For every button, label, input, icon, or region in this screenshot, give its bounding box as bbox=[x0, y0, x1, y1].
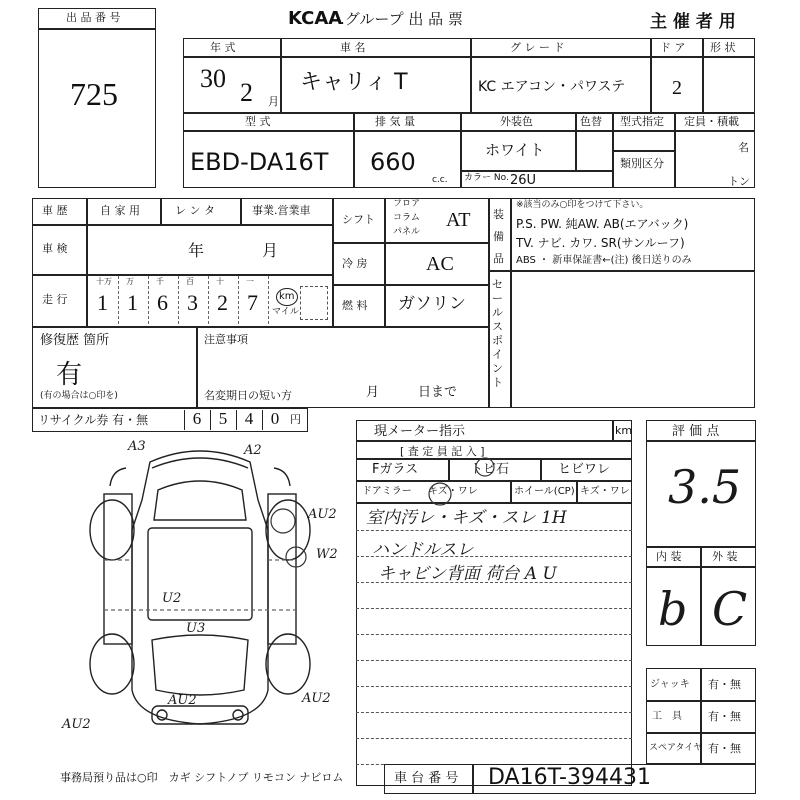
year-value: 30 bbox=[200, 64, 226, 93]
mileage-digit: 3 bbox=[187, 290, 198, 315]
score-label: 評 価 点 bbox=[672, 424, 720, 439]
ac-label: 冷 房 bbox=[342, 257, 368, 270]
km-label: km bbox=[276, 288, 298, 306]
doors-label: ド ア bbox=[660, 41, 686, 54]
model-label: 型 式 bbox=[245, 115, 271, 128]
mileage-digit: 2 bbox=[217, 290, 228, 315]
damage-mark: AU2 bbox=[168, 693, 197, 708]
load-unit: トン bbox=[728, 175, 750, 188]
equipment-row3: ABS ・ 新車保証書←(注) 後日送りのみ bbox=[516, 255, 692, 266]
cell-f-glass: Fガラス bbox=[372, 462, 419, 477]
color-no-label: カラー No. bbox=[464, 173, 509, 183]
capacity-unit: 名 bbox=[738, 141, 749, 154]
meter-label: 現メーター指示 bbox=[374, 424, 466, 439]
sales-point-label: セールスポイント bbox=[492, 278, 503, 389]
damage-mark: A2 bbox=[244, 443, 262, 458]
shift-label: シフト bbox=[342, 213, 375, 226]
mileage-digit-label: 万 bbox=[126, 277, 134, 286]
equipment-row1: P.S. PW. 純AW. AB(エアバック) bbox=[516, 217, 689, 231]
category-label: 類別区分 bbox=[620, 157, 664, 170]
cell-stone-chip: トビ石 bbox=[470, 462, 510, 477]
meter-km: km bbox=[615, 424, 633, 437]
inspection-year: 年 bbox=[188, 241, 205, 260]
cc-unit: c.c. bbox=[432, 175, 448, 185]
recycle-digit: 4 bbox=[236, 410, 261, 430]
color-label: 外装色 bbox=[500, 115, 533, 128]
repair-value: 有 bbox=[56, 360, 83, 390]
mileage-digit-label: 千 bbox=[156, 277, 164, 286]
mileage-digit-label: 一 bbox=[246, 277, 254, 286]
exterior-score: C bbox=[712, 582, 748, 636]
model-value: EBD-DA16T bbox=[190, 148, 329, 176]
grade-value: KC エアコン・パワステ bbox=[478, 79, 626, 95]
recycle-label: リサイクル券 有・無 bbox=[38, 413, 149, 427]
tool-kit-label: 工 具 bbox=[652, 711, 682, 722]
damage-mark: W2 bbox=[316, 547, 338, 562]
year-label: 年 式 bbox=[210, 41, 236, 54]
doors-value: 2 bbox=[672, 77, 682, 99]
remark-1: 室内汚レ・キズ・スレ 1H bbox=[366, 508, 567, 528]
cell-mirror-damage: キズ・ワレ bbox=[428, 486, 478, 497]
vehicle-name: キャリィ T bbox=[300, 70, 408, 95]
recycle-unit: 円 bbox=[290, 413, 301, 426]
tool-spare-label: スペアタイヤ bbox=[649, 743, 703, 753]
ac-value: AC bbox=[426, 253, 454, 275]
equipment-label: 装 備 品 bbox=[493, 208, 504, 265]
mileage-digit: 1 bbox=[97, 290, 108, 315]
tool-spare-value: 有・無 bbox=[708, 742, 741, 755]
name-change-month: 月 bbox=[366, 385, 380, 400]
name-change-label: 名変期日の短い方 bbox=[204, 389, 292, 402]
tool-jack-label: ジャッキ bbox=[650, 679, 690, 690]
remark-2: ハンドルスレ bbox=[372, 540, 474, 560]
exterior-label: 外 装 bbox=[712, 550, 738, 563]
grade-label: グ レ ー ド bbox=[510, 41, 565, 54]
mile-label: マイル bbox=[272, 307, 299, 317]
brand-logo: KCAA bbox=[288, 8, 343, 29]
mileage-digit: 1 bbox=[127, 290, 138, 315]
remark-3: キャビン背面 荷台 A U bbox=[378, 564, 557, 584]
mileage-digit-label: 百 bbox=[186, 277, 194, 286]
fuel-label: 燃 料 bbox=[342, 299, 368, 312]
displacement-value: 660 bbox=[370, 148, 416, 176]
damage-mark: U3 bbox=[186, 621, 206, 636]
shape-label: 形 状 bbox=[710, 41, 736, 54]
cell-crack: ヒビワレ bbox=[558, 462, 611, 477]
month-value: 2 bbox=[240, 78, 253, 107]
history-option-private: 自 家 用 bbox=[100, 204, 140, 217]
color-value: ホワイト bbox=[485, 141, 545, 159]
shift-option-panel: パネル bbox=[393, 227, 421, 237]
history-label: 車 歴 bbox=[42, 204, 68, 217]
damage-mark: A3 bbox=[128, 439, 146, 454]
damage-mark: AU2 bbox=[308, 507, 337, 522]
type-spec-label: 型式指定 bbox=[620, 115, 664, 128]
lot-number: 725 bbox=[70, 76, 118, 112]
color-change-label: 色替 bbox=[580, 115, 602, 128]
interior-score: b bbox=[658, 582, 688, 636]
history-option-rental: レ ン タ bbox=[175, 204, 215, 217]
inspection-label: 車 検 bbox=[42, 242, 68, 255]
repair-label: 修復歴 箇所 bbox=[40, 333, 110, 348]
shift-option-column: コラム bbox=[393, 213, 420, 223]
displacement-label: 排 気 量 bbox=[375, 115, 415, 128]
chassis-number: DA16T-394431 bbox=[488, 765, 651, 790]
capacity-label: 定員・積載 bbox=[684, 115, 739, 128]
damage-mark: AU2 bbox=[62, 717, 91, 732]
cell-wheel-damage: キズ・ワレ bbox=[580, 486, 630, 497]
cell-door-mirror: ドアミラー bbox=[362, 486, 412, 497]
inspector-label: [ 査 定 員 記 入 ] bbox=[400, 445, 485, 458]
damage-mark: AU2 bbox=[302, 691, 331, 706]
form-title: .グループ 出 品 票 bbox=[340, 10, 463, 28]
inspection-month: 月 bbox=[262, 241, 279, 260]
equipment-row2: TV. ナビ. カワ. SR(サンルーフ) bbox=[516, 236, 685, 250]
mileage-digit-label: 十 bbox=[216, 277, 224, 286]
cell-wheel: ホイール(CP) bbox=[514, 486, 575, 497]
chassis-label: 車 台 番 号 bbox=[394, 771, 459, 786]
shift-option-floor: フロア bbox=[393, 199, 421, 209]
history-option-business: 事業.営業車 bbox=[252, 204, 311, 217]
tool-kit-value: 有・無 bbox=[708, 710, 741, 723]
shift-value: AT bbox=[446, 209, 471, 231]
lot-label: 出 品 番 号 bbox=[66, 11, 121, 24]
office-items: 事務局預り品は○印 カギ シフトノブ リモコン ナビロム bbox=[60, 771, 344, 784]
month-unit: 月 bbox=[268, 95, 279, 108]
fuel-value: ガソリン bbox=[398, 294, 466, 314]
damage-mark: U2 bbox=[162, 591, 182, 606]
mileage-digit-label: 十万 bbox=[96, 277, 112, 286]
mileage-label: 走 行 bbox=[42, 293, 68, 306]
recycle-digit: 6 bbox=[184, 410, 209, 430]
mileage-digit: 6 bbox=[157, 290, 168, 315]
organizer-label: 主 催 者 用 bbox=[650, 12, 736, 32]
mileage-digit: 7 bbox=[247, 290, 258, 315]
recycle-digit: 5 bbox=[210, 410, 235, 430]
notes-label: 注意事項 bbox=[204, 333, 248, 346]
name-change-day: 日まで bbox=[418, 385, 458, 400]
score-value: 3.5 bbox=[668, 460, 742, 514]
equipment-note: ※該当のみ○印をつけて下さい。 bbox=[516, 200, 649, 210]
tool-jack-value: 有・無 bbox=[708, 678, 741, 691]
color-no-value: 26U bbox=[510, 173, 537, 188]
name-label: 車 名 bbox=[340, 41, 366, 54]
repair-note: (有の場合は○印を) bbox=[40, 391, 118, 401]
interior-label: 内 装 bbox=[656, 550, 682, 563]
recycle-digit: 0 bbox=[262, 410, 287, 430]
